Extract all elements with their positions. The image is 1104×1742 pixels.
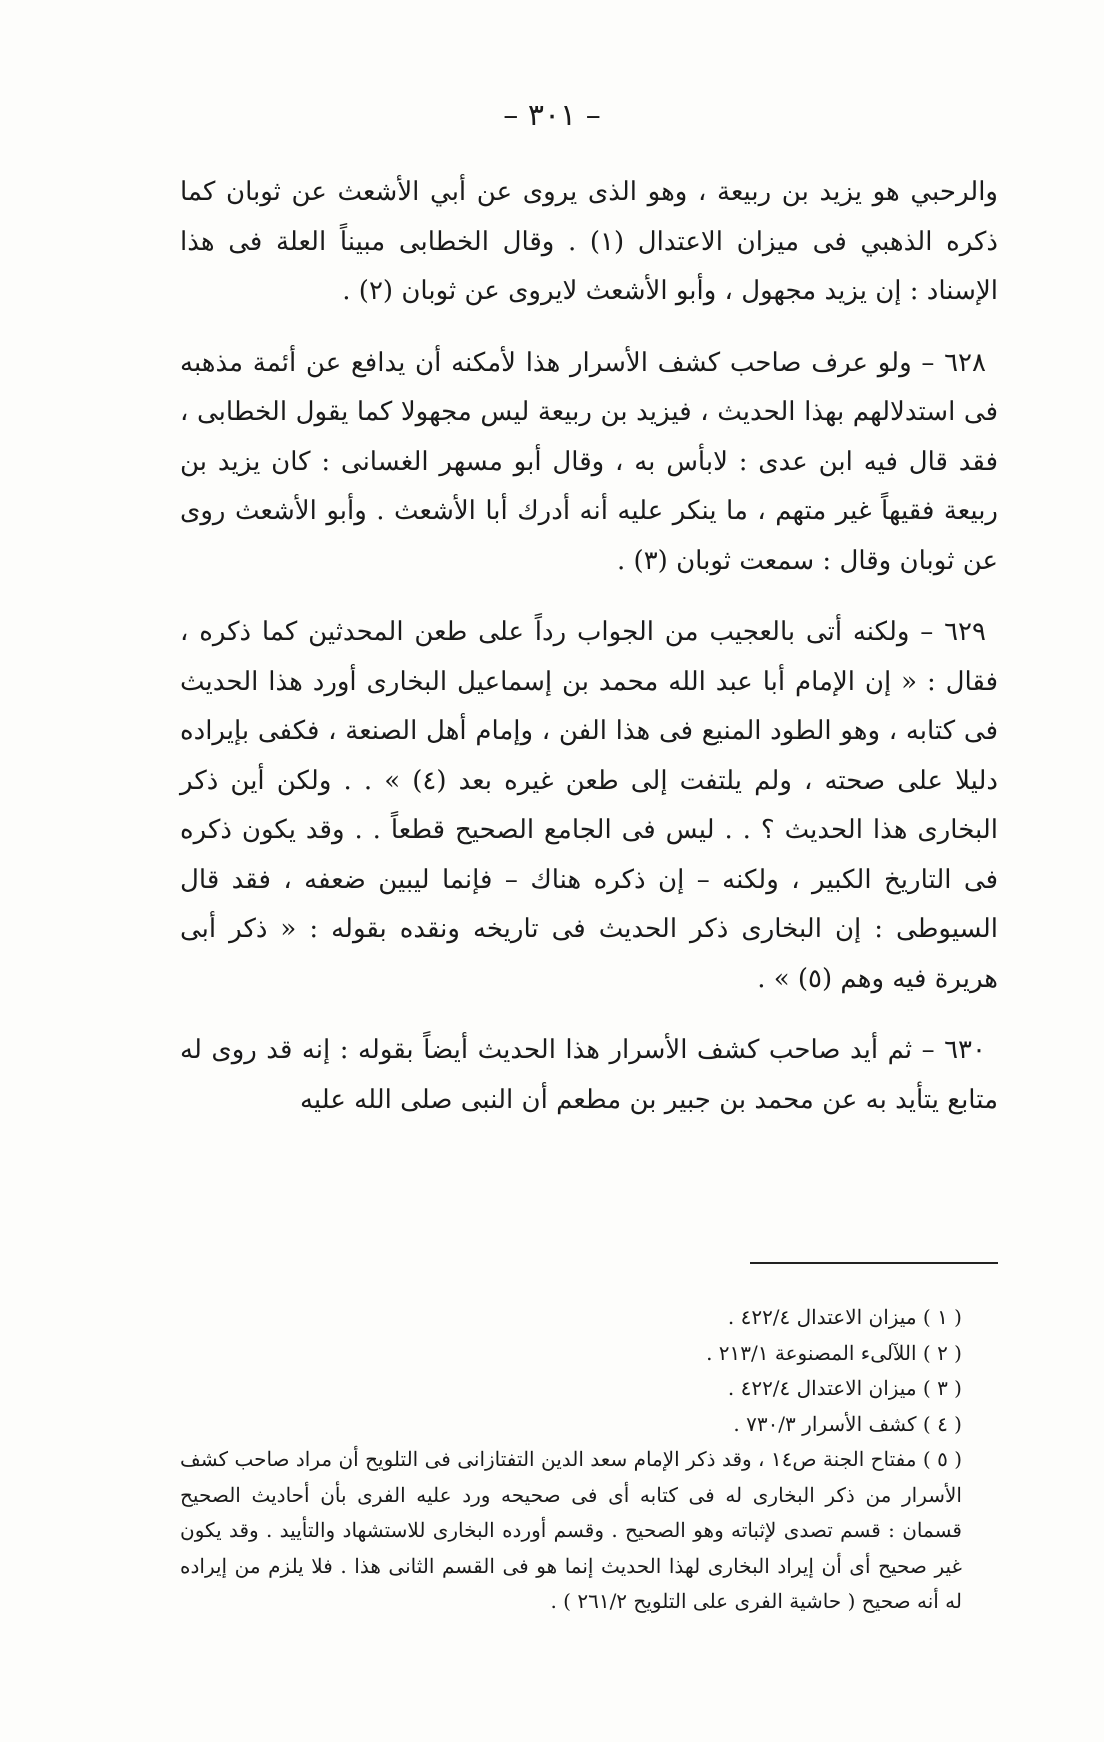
footnote-2: ( ٢ ) اللآلىء المصنوعة ٢١٣/١ . [706,1340,962,1365]
footnote-divider [750,1262,998,1264]
footnote-4: ( ٤ ) كشف الأسرار ٧٣٠/٣ . [733,1411,962,1436]
footnote-1: ( ١ ) ميزان الاعتدال ٤٢٢/٤ . [727,1305,962,1329]
paragraph-630: ٦٣٠ – ثم أيد صاحب كشف الأسرار هذا الحديث أيضاً بقوله : إنه قد روى له متابع يتأيد به عن محمد بن جبير بن مطعم أن النبى صلى الله عليه [180,1035,998,1115]
footnote-5: ( ٥ ) مفتاح الجنة ص١٤ ، وقد ذكر الإمام سعد الدين التفتازانى فى التلويح أن مراد صاحب كشف الأسرار من ذكر البخارى له فى كتابه أى فى صحيحه ورد عليه الفرى بأن أحاديث الصحيح قسمان : قسم تصدى لإثباته وهو الصحيح . وقسم أورده البخارى للاستشهاد والتأييد . وقد يكون غير صحيح أى أن إيراد البخارى لهذا الحديث إنما هو فى القسم الثانى هذا . فلا يلزم من إيراده له أنه صحيح ( حاشية الفرى على التلويح ٢٦١/٢ ) . [180,1447,962,1613]
main-text [180,168,998,1147]
paragraph-629: ٦٢٩ – ولكنه أتى بالعجيب من الجواب رداً على طعن المحدثين كما ذكره ، فقال : « إن الإمام أبا عبد الله محمد بن إسماعيل البخارى أورد هذا الحديث فى كتابه ، وهو الطود المنيع فى هذا الفن ، وإمام أهل الصنعة ، فكفى بإيراده دليلا على صحته ، ولم يلتفت إلى طعن غيره بعد (٤) » . . ولكن أين ذكر البخارى هذا الحديث ؟ . . ليس فى الجامع الصحيح قطعاً . . وقد يكون ذكره فى التاريخ الكبير ، ولكنه – إن ذكره هناك – فإنما ليبين ضعفه ، فقد قال السيوطى : إن البخارى ذكر الحديث فى تاريخه ونقده بقوله : « ذكر أبى هريرة فيه وهم (٥) » . [180,617,998,994]
page-number: – ٣٠١ – [503,98,601,133]
paragraph-1: والرحبي هو يزيد بن ربيعة ، وهو الذى يروى عن أبي الأشعث عن ثوبان كما ذكره الذهبي فى ميزان الاعتدال (١) . وقال الخطابى مبيناً العلة فى هذا الإسناد : إن يزيد مجهول ، وأبو الأشعث لايروى عن ثوبان (٢) . [180,177,998,306]
paragraph-628: ٦٢٨ – ولو عرف صاحب كشف الأسرار هذا لأمكنه أن يدافع عن أئمة مذهبه فى استدلالهم بهذا الحديث ، فيزيد بن ربيعة ليس مجهولا كما يقول الخطابى ، فقد قال فيه ابن عدى : لابأس به ، وقال أبو مسهر الغسانى : كان يزيد بن ربيعة فقيهاً غير متهم ، ما ينكر عليه أنه أدرك أبا الأشعث . وأبو الأشعث روى عن ثوبان وقال : سمعت ثوبان (٣) . [180,347,998,576]
footnotes [180,1300,998,1620]
footnote-3: ( ٣ ) ميزان الاعتدال ٤٢٢/٤ . [727,1376,962,1400]
